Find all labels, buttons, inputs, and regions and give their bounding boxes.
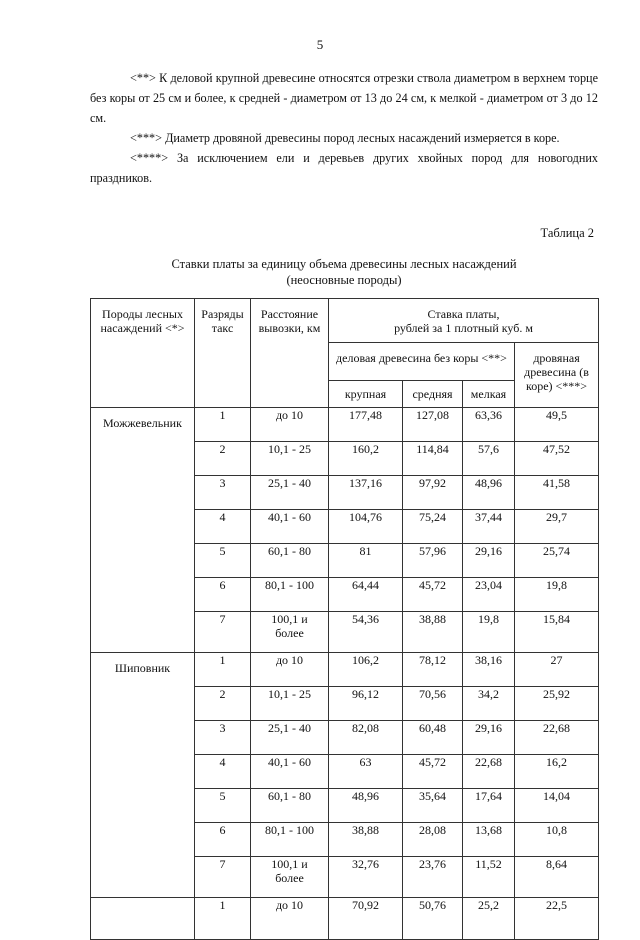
table-body	[91, 408, 599, 940]
large-cell: 54,36	[329, 612, 403, 653]
grade-cell: 1	[195, 898, 251, 940]
distance-cell: до 10	[251, 898, 329, 940]
medium-cell: 78,12	[403, 653, 463, 687]
large-cell: 177,48	[329, 408, 403, 442]
footnote-large-wood: <**> К деловой крупной древесине относятся отрезки ствола диаметром в верхнем торце без коры от 25 см и более, к средней - диаметром от 13 до 24 см, к мелкой - диаметром от 3 до 12 см.	[90, 71, 598, 125]
firewood-cell: 8,64	[515, 857, 599, 898]
firewood-cell: 10,8	[515, 823, 599, 857]
small-cell: 13,68	[463, 823, 515, 857]
small-cell: 57,6	[463, 442, 515, 476]
distance-cell: 40,1 - 60	[251, 755, 329, 789]
header-rate-line1: Ставка платы,	[427, 307, 500, 321]
distance-cell: 10,1 - 25	[251, 687, 329, 721]
small-cell: 38,16	[463, 653, 515, 687]
firewood-cell: 14,04	[515, 789, 599, 823]
large-cell: 160,2	[329, 442, 403, 476]
distance-cell: 60,1 - 80	[251, 789, 329, 823]
page-number: 5	[316, 37, 324, 52]
small-cell: 17,64	[463, 789, 515, 823]
distance-cell: до 10	[251, 653, 329, 687]
small-cell: 23,04	[463, 578, 515, 612]
small-cell: 29,16	[463, 544, 515, 578]
table-title	[90, 256, 598, 288]
header-large: крупная	[329, 381, 403, 408]
firewood-cell: 25,74	[515, 544, 599, 578]
firewood-cell: 29,7	[515, 510, 599, 544]
small-cell: 25,2	[463, 898, 515, 940]
small-cell: 34,2	[463, 687, 515, 721]
small-cell: 29,16	[463, 721, 515, 755]
large-cell: 63	[329, 755, 403, 789]
distance-cell: 80,1 - 100	[251, 823, 329, 857]
medium-cell: 75,24	[403, 510, 463, 544]
small-cell: 19,8	[463, 612, 515, 653]
medium-cell: 50,76	[403, 898, 463, 940]
distance-cell: 10,1 - 25	[251, 442, 329, 476]
grade-cell: 3	[195, 476, 251, 510]
large-cell: 32,76	[329, 857, 403, 898]
large-cell: 104,76	[329, 510, 403, 544]
firewood-cell: 27	[515, 653, 599, 687]
grade-cell: 4	[195, 510, 251, 544]
distance-cell: 100,1 и более	[251, 857, 329, 898]
medium-cell: 70,56	[403, 687, 463, 721]
grade-cell: 7	[195, 857, 251, 898]
header-distance: Расстояние вывозки, км	[251, 299, 329, 408]
grade-cell: 6	[195, 578, 251, 612]
distance-cell: 25,1 - 40	[251, 721, 329, 755]
header-small: мелкая	[463, 381, 515, 408]
distance-cell: до 10	[251, 408, 329, 442]
grade-cell: 1	[195, 408, 251, 442]
firewood-cell: 49,5	[515, 408, 599, 442]
distance-cell: 60,1 - 80	[251, 544, 329, 578]
firewood-cell: 47,52	[515, 442, 599, 476]
medium-cell: 45,72	[403, 755, 463, 789]
large-cell: 70,92	[329, 898, 403, 940]
grade-cell: 2	[195, 442, 251, 476]
header-species: Породы лесных насаждений <*>	[91, 299, 195, 408]
large-cell: 137,16	[329, 476, 403, 510]
species-cell: Можжевельник	[91, 408, 195, 653]
grade-cell: 4	[195, 755, 251, 789]
firewood-cell: 22,5	[515, 898, 599, 940]
footnote-exception: <****> За исключением ели и деревьев других хвойных пород для новогодних праздников.	[90, 151, 598, 185]
large-cell: 64,44	[329, 578, 403, 612]
medium-cell: 127,08	[403, 408, 463, 442]
medium-cell: 114,84	[403, 442, 463, 476]
grade-cell: 2	[195, 687, 251, 721]
header-grade: Разряды такс	[195, 299, 251, 408]
header-medium: средняя	[403, 381, 463, 408]
large-cell: 82,08	[329, 721, 403, 755]
header-firewood: дровяная древесина (в коре) <***>	[515, 343, 599, 408]
distance-cell: 25,1 - 40	[251, 476, 329, 510]
firewood-cell: 22,68	[515, 721, 599, 755]
species-cell	[91, 898, 195, 940]
small-cell: 63,36	[463, 408, 515, 442]
large-cell: 96,12	[329, 687, 403, 721]
medium-cell: 45,72	[403, 578, 463, 612]
grade-cell: 6	[195, 823, 251, 857]
table-title-line2: (неосновные породы)	[286, 273, 402, 287]
small-cell: 37,44	[463, 510, 515, 544]
header-business-wood: деловая древесина без коры <**>	[329, 343, 515, 381]
small-cell: 11,52	[463, 857, 515, 898]
firewood-cell: 15,84	[515, 612, 599, 653]
firewood-cell: 41,58	[515, 476, 599, 510]
small-cell: 22,68	[463, 755, 515, 789]
rates-table	[90, 298, 599, 940]
table-label: Таблица 2	[540, 226, 594, 240]
header-rate-line2: рублей за 1 плотный куб. м	[394, 321, 533, 335]
medium-cell: 23,76	[403, 857, 463, 898]
table-row	[91, 653, 599, 687]
grade-cell: 3	[195, 721, 251, 755]
grade-cell: 5	[195, 789, 251, 823]
medium-cell: 38,88	[403, 612, 463, 653]
small-cell: 48,96	[463, 476, 515, 510]
grade-cell: 7	[195, 612, 251, 653]
large-cell: 106,2	[329, 653, 403, 687]
distance-cell: 80,1 - 100	[251, 578, 329, 612]
distance-cell: 40,1 - 60	[251, 510, 329, 544]
medium-cell: 97,92	[403, 476, 463, 510]
grade-cell: 5	[195, 544, 251, 578]
large-cell: 48,96	[329, 789, 403, 823]
large-cell: 38,88	[329, 823, 403, 857]
medium-cell: 35,64	[403, 789, 463, 823]
medium-cell: 60,48	[403, 721, 463, 755]
medium-cell: 28,08	[403, 823, 463, 857]
distance-cell: 100,1 и более	[251, 612, 329, 653]
table-title-line1: Ставки платы за единицу объема древесины лесных насаждений	[171, 257, 517, 271]
header-rate	[329, 299, 599, 343]
table-row	[91, 898, 599, 940]
medium-cell: 57,96	[403, 544, 463, 578]
table-row	[91, 408, 599, 442]
species-cell: Шиповник	[91, 653, 195, 898]
firewood-cell: 25,92	[515, 687, 599, 721]
large-cell: 81	[329, 544, 403, 578]
footnote-firewood-diameter: <***> Диаметр дровяной древесины пород лесных насаждений измеряется в коре.	[130, 131, 560, 145]
firewood-cell: 16,2	[515, 755, 599, 789]
firewood-cell: 19,8	[515, 578, 599, 612]
grade-cell: 1	[195, 653, 251, 687]
